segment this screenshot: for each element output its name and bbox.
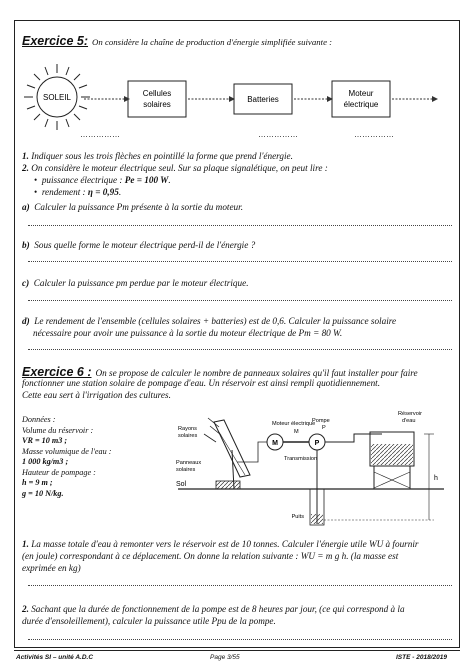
ex6-intro-line-1: On se propose de calculer le nombre de panneaux solaires qu'il faut installer pour faire xyxy=(95,368,418,378)
footer-left: Activités SI – unité A.D.C xyxy=(16,654,94,661)
puits-label: Puits xyxy=(291,514,304,520)
ex6-q1-line-3: exprimée en kg) xyxy=(22,563,81,573)
blank-energy-1: …………… xyxy=(80,130,120,139)
answer-line-a[interactable] xyxy=(28,225,452,226)
ex6-question-2 xyxy=(22,603,405,615)
hauteur-label: Hauteur de pompage : xyxy=(22,467,96,477)
ex6-intro-3 xyxy=(22,389,171,401)
cellules-label-1: Cellules xyxy=(142,89,172,98)
volume-label: Volume du réservoir : xyxy=(22,425,94,435)
moteur-box xyxy=(332,81,390,117)
ex5-q2-text: On considère le moteur électrique seul. Sur sa plaque signalétique, on peut lire : xyxy=(31,163,328,173)
answer-line-ex6-1[interactable] xyxy=(28,585,452,586)
bullet-puissance-label: puissance électrique : xyxy=(41,175,123,185)
pompe-label-2: P xyxy=(322,425,326,431)
ex6-question-1-line3 xyxy=(22,562,81,574)
g-value: g = 10 N/kg. xyxy=(22,488,64,498)
footer-right: ISTE - 2018/2019 xyxy=(396,654,447,661)
ex5-question-c xyxy=(22,277,249,289)
ex6-q1-line-1: La masse totale d'eau à remonter vers le réservoir est de 10 tonnes. Calculer l'énergie utile WU à fournir xyxy=(31,539,419,549)
ex5-q1-text: Indiquer sous les trois flèches en pointillé la forme que prend l'énergie. xyxy=(31,151,293,161)
answer-line-c[interactable] xyxy=(28,300,452,301)
exercise-6-title: Exercice 6 : xyxy=(22,365,92,379)
answer-line-d[interactable] xyxy=(28,349,452,350)
bullet-rendement: • rendement : η = 0,95. xyxy=(34,187,122,197)
qa-label: a) xyxy=(22,202,30,212)
ex6-intro-line-2: fonctionner une station solaire de pompage d'eau. Un réservoir est ainsi rempli quotidiennement. xyxy=(22,378,381,388)
panneaux-label-2: solaires xyxy=(176,467,196,473)
donnees-block xyxy=(22,415,172,499)
bullet-rendement-value: η = 0,95 xyxy=(87,187,119,197)
qb-text: Sous quelle forme le moteur électrique perd-il de l'énergie ? xyxy=(34,240,256,250)
hauteur-value: h = 9 m ; xyxy=(22,478,53,487)
ex6-q1-line-2: (en joule) correspondant à ce déplacement. On donne la relation suivante : WU = m g h. (la masse est xyxy=(22,551,399,561)
reservoir-label-1: Réservoir xyxy=(398,411,422,417)
ex5-question-2 xyxy=(22,162,452,174)
pump-symbol: P xyxy=(314,440,320,447)
exercise-5-title: Exercice 5: xyxy=(22,34,89,48)
bullet-dot-icon: • xyxy=(34,187,38,197)
donnees-heading: Données : xyxy=(22,415,56,424)
energy-chain-diagram xyxy=(14,42,460,150)
panneaux-label-1: Panneaux xyxy=(176,460,202,466)
ex6-q2-line-2: durée d'ensoleillement), calculer la puissance utile Ppu de la pompe. xyxy=(22,616,276,626)
bullet-dot-icon: • xyxy=(34,175,38,185)
masse-value: 1 000 kg/m3 ; xyxy=(22,457,69,466)
rayons-label-2: solaires xyxy=(178,433,198,439)
arrow-head-4 xyxy=(432,96,438,102)
ex6-q1-number: 1. xyxy=(22,539,29,549)
height-symbol: h xyxy=(434,475,438,482)
well-water xyxy=(311,514,323,524)
arrow-head-1 xyxy=(124,96,130,102)
batteries-label: Batteries xyxy=(247,95,279,104)
bullet-puissance: • puissance électrique : Pe = 100 W. xyxy=(34,175,171,185)
ex6-intro-line-3: Cette eau sert à l'irrigation des cultures. xyxy=(22,390,171,400)
pompe-label-1: Pompe xyxy=(312,418,330,424)
ex6-intro-2 xyxy=(22,377,380,389)
worksheet-page xyxy=(14,20,460,648)
ex5-question-d-line2 xyxy=(33,327,342,339)
solar-panel-icon xyxy=(214,420,250,489)
blank-energy-2: …………… xyxy=(258,130,298,139)
ex6-q2-number: 2. xyxy=(22,604,29,614)
ex5-q1-number: 1. xyxy=(22,151,29,161)
ex5-q2-number: 2. xyxy=(22,163,29,173)
ex6-question-1 xyxy=(22,538,418,550)
bullet-puissance-value: Pe = 100 W xyxy=(124,175,169,185)
exercise-5-intro: On considère la chaîne de production d'énergie simplifiée suivante : xyxy=(92,37,333,47)
footer-page-number: Page 3/55 xyxy=(210,654,240,661)
answer-line-b[interactable] xyxy=(28,261,452,262)
rayons-label-1: Rayons xyxy=(178,426,197,432)
reservoir-icon xyxy=(370,432,414,489)
motor-symbol: M xyxy=(272,440,278,447)
blank-energy-3: …………… xyxy=(354,130,394,139)
qa-text: Calculer la puissance Pm présente à la sortie du moteur. xyxy=(34,202,243,212)
cellules-label-2: solaires xyxy=(143,100,171,109)
cellules-box xyxy=(128,81,186,117)
ex6-q2-line-1: Sachant que la durée de fonctionnement de la pompe est de 8 heures par jour, (ce qui correspond à la xyxy=(31,604,405,614)
moteur-label-1: Moteur xyxy=(348,89,374,98)
answer-line-ex6-2[interactable] xyxy=(28,639,452,640)
qc-text: Calculer la puissance pm perdue par le moteur électrique. xyxy=(33,278,249,288)
pumping-station-diagram xyxy=(172,402,454,532)
qb-label: b) xyxy=(22,240,30,250)
delivery-pipe xyxy=(325,434,382,442)
ex6-question-1-line2 xyxy=(22,550,398,562)
qd-text-line-2: nécessaire pour avoir une puissance à la sortie du moteur électrique de Pm = 80 W. xyxy=(33,328,343,338)
transmission-label: Transmission xyxy=(284,456,318,462)
bullet-rendement-label: rendement : xyxy=(41,187,86,197)
ex5-question-b xyxy=(22,239,255,251)
qd-label: d) xyxy=(22,316,30,326)
qd-text-line-1: Le rendement de l'ensemble (cellules solaires + batteries) est de 0,6. Calculer la puissance solaire xyxy=(34,316,397,326)
sol-label: Sol xyxy=(176,481,187,488)
moteur-label-2: M xyxy=(294,429,299,435)
qc-label: c) xyxy=(22,278,30,288)
ex6-question-2-line2 xyxy=(22,615,276,627)
footer-rule xyxy=(14,650,460,651)
reservoir-label-2: d'eau xyxy=(402,418,416,424)
masse-label: Masse volumique de l'eau : xyxy=(22,446,112,456)
volume-value: VR = 10 m3 ; xyxy=(22,436,68,445)
moteur-label-2: électrique xyxy=(343,100,379,109)
ex5-question-1 xyxy=(22,150,452,162)
ex5-question-a xyxy=(22,201,243,213)
ex5-question-d xyxy=(22,315,396,327)
moteur-label-1: Moteur électrique xyxy=(272,421,316,427)
soleil-label: SOLEIL xyxy=(42,93,72,102)
